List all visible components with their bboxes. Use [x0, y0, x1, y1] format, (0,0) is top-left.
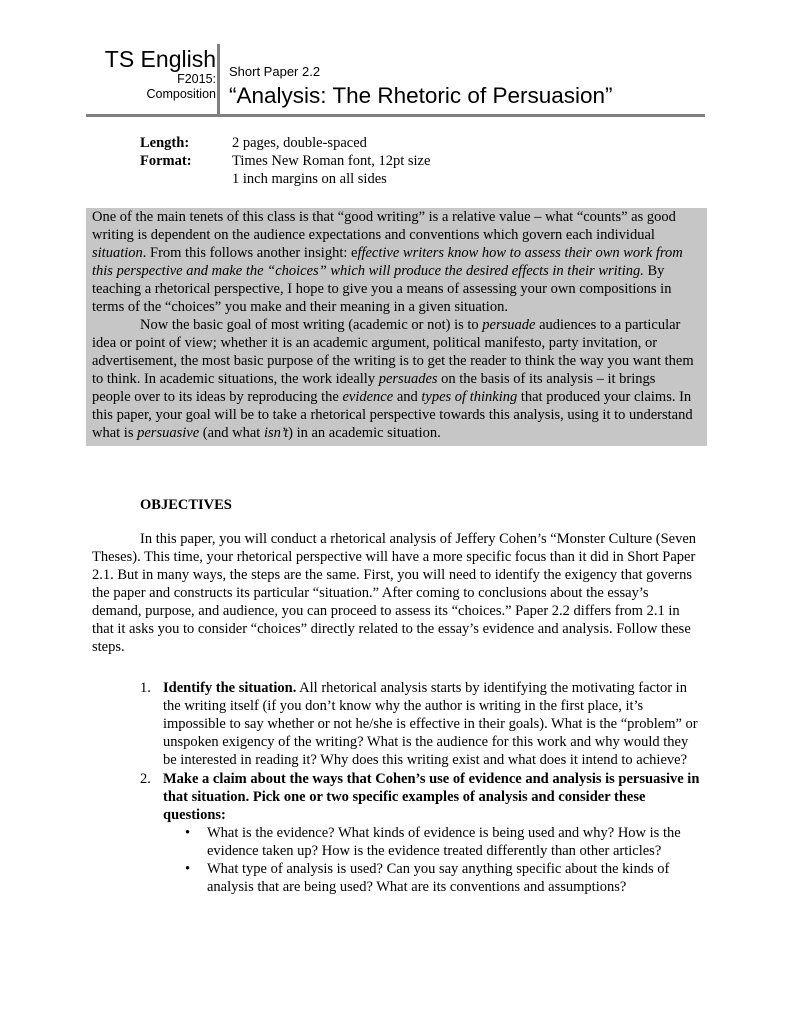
bullet-list [185, 824, 700, 896]
paper-label: Short Paper 2.2 [229, 64, 321, 79]
length-value: 2 pages, double-spaced [232, 135, 367, 151]
format-row [140, 152, 430, 170]
bullet-icon: • [185, 861, 191, 877]
length-row [140, 134, 430, 152]
assignment-title: “Analysis: The Rhetoric of Persuasion” [229, 83, 613, 108]
bullet-item: • What is the evidence? What kinds of evidence is being used and why? How is the evidence taken up? How is the evidence treated differently than other articles? [185, 825, 681, 859]
header-divider-vertical [217, 44, 220, 116]
header-right [229, 64, 613, 110]
list-item [140, 770, 700, 896]
step-text: All rhetorical analysis starts by identifying the motivating factor in the writing itself (if you don’t know why the author is writing in the first place, it’s impossible to say whether or not he/she is effective in their goals). What is the “problem” or unspoken exigency of the writing? What is the audience for this work and why would they be interested in reading it? Why does this writing exist and what does it intend to achieve? [163, 680, 698, 768]
list-item [140, 679, 700, 769]
course-subtitle: Composition [146, 87, 216, 101]
step-heading: Make a claim about the ways that Cohen’s use of evidence and analysis is persuasive in that situation. Pick one or two specific examples of analysis and consider these questions: [163, 771, 700, 823]
course-title: TS English [104, 46, 216, 72]
assignment-meta [140, 134, 430, 188]
format-label: Format: [140, 153, 192, 169]
bullet-icon: • [185, 825, 191, 841]
objectives-heading: OBJECTIVES [140, 497, 232, 513]
intro-paragraph-2: Now the basic goal of most writing (academic or not) is to persuade audiences to a particular idea or point of view; whether it is an academic argument, political manifesto, party invitation, or advertisement, the most basic purpose of the writing is to get the reader to think the way you want them to think. In academic situations, the work ideally persuades on the basis of its analysis – it brings people over to its ideas by reproducing the evidence and types of thinking that produced your claims. In this paper, your goal will be to take a rhetorical perspective towards this analysis, using it to understand what is persuasive (and what isn’t) in an academic situation. [92, 317, 694, 441]
format-value-2: 1 inch margins on all sides [232, 171, 387, 187]
intro-paragraph-1: One of the main tenets of this class is that “good writing” is a relative value – what “counts” as good writing is dependent on the audience expectations and conventions which govern each individual situation. From this follows another insight: effective writers know how to assess their own work from this perspective and make the “choices” which will produce the desired effects in their writing. By teaching a rhetorical perspective, I hope to give you a means of assessing your own compositions in terms of the “choices” you make and their meaning in a given situation. [92, 209, 683, 315]
course-term: F2015: [177, 72, 216, 86]
bullet-item: • What type of analysis is used? Can you say anything specific about the kinds of analysis that are being used? What are its conventions and assumptions? [185, 861, 670, 895]
header-divider-horizontal [86, 114, 705, 117]
format-value-1: Times New Roman font, 12pt size [232, 153, 431, 169]
intro-box [86, 208, 707, 446]
steps-list [140, 679, 700, 897]
format-row-2 [140, 170, 430, 188]
step-heading: Identify the situation. [163, 680, 297, 696]
step-number: 1. [140, 680, 151, 696]
length-label: Length: [140, 135, 190, 151]
step-number: 2. [140, 771, 151, 787]
header-left [86, 46, 216, 102]
objectives-paragraph: In this paper, you will conduct a rhetorical analysis of Jeffery Cohen’s “Monster Culture (Seven Theses). This time, your rhetorical perspective will have a more specific focus than it did in Short Paper 2.1. But in many ways, the steps are the same. First, you will need to identify the exigency that governs the paper and constructs its particular “situation.” After coming to conclusions about the essay’s demand, purpose, and audience, you can proceed to assess its “choices.” Paper 2.2 differs from 2.1 in that it asks you to consider “choices” directly related to the essay’s evidence and analysis. Follow these steps. [92, 531, 697, 655]
